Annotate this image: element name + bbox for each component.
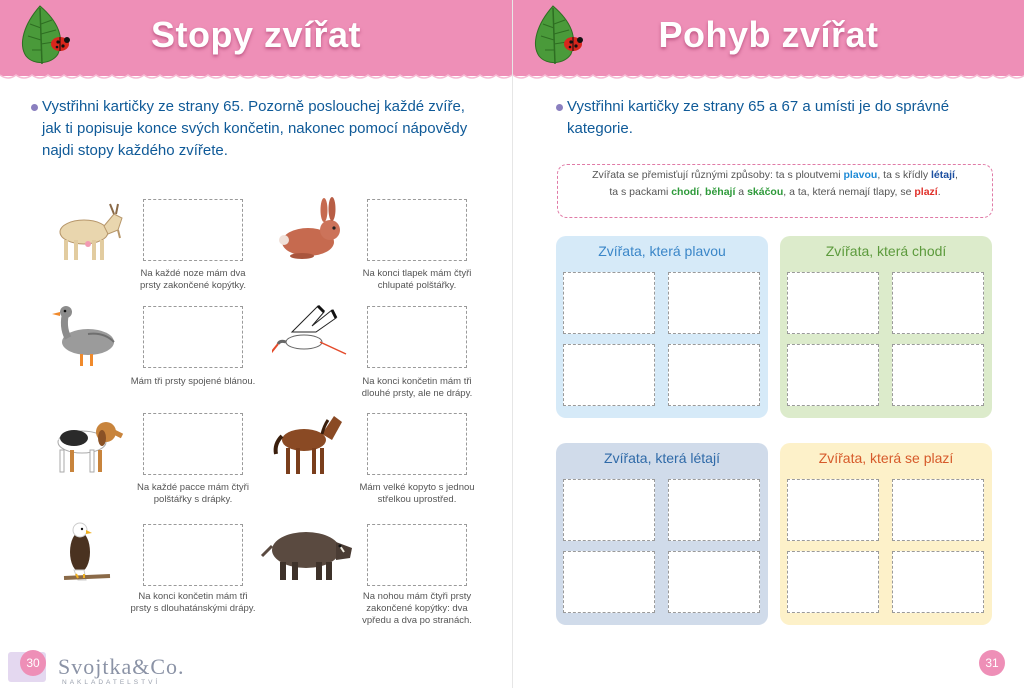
hint-line-2: ta s packami chodí, běhají a skáčou, a ta, která nemají tlapy, se plazí. [609, 186, 941, 198]
card-slot[interactable] [668, 272, 760, 334]
dog-image [44, 410, 124, 480]
card-slot[interactable] [892, 479, 984, 541]
bullet-icon [31, 104, 38, 111]
card-slot[interactable] [668, 551, 760, 613]
footprint-slot[interactable] [143, 199, 243, 261]
page-title: Stopy zvířat [150, 14, 362, 55]
instruction-label: Vystřihni kartičky ze strany 65 a 67 a umísti je do správné kategorie. [567, 98, 950, 137]
category-crawl [780, 443, 992, 625]
hint-word-letaji: létají [931, 169, 955, 181]
category-title: Zvířata, která létají [604, 450, 720, 466]
instruction-text [42, 96, 482, 162]
rabbit-image [272, 196, 352, 266]
footprint-slot[interactable] [367, 306, 467, 368]
right-page [512, 0, 1024, 688]
instruction-text [567, 96, 987, 140]
card-slot[interactable] [892, 344, 984, 406]
card-slot[interactable] [563, 479, 655, 541]
page-number: 30 [20, 650, 46, 676]
hint-line-1: Zvířata se přemisťují různými způsoby: ta s ploutvemi plavou, ta s křídly létají, [592, 169, 958, 181]
goat-image [48, 196, 128, 266]
category-title: Zvířata, která se plazí [818, 450, 954, 466]
horse-image [268, 410, 348, 480]
animal-caption: Na konci končetin mám tři prsty s dlouhatánskými drápy. [130, 591, 256, 614]
instruction-label: Vystřihni kartičky ze strany 65. Pozorně poslouchej každé zvíře, jak ti popisuje konce svých končetin, nakonec pomocí nápovědy najdi stopy každého zvířete. [42, 98, 468, 159]
hint-word-plavou: plavou [843, 169, 878, 181]
hint-word-skacou: skáčou [747, 186, 784, 198]
header-wave [0, 64, 512, 82]
category-title: Zvířata, která plavou [598, 243, 726, 259]
boar-image [256, 516, 356, 586]
publisher-subtitle: NAKLADATELSTVÍ [62, 679, 161, 686]
hint-box [557, 164, 993, 218]
category-swim [556, 236, 768, 418]
footprint-slot[interactable] [143, 524, 243, 586]
publisher-name: Svojtka&Co. [58, 654, 185, 679]
card-slot[interactable] [563, 551, 655, 613]
stork-image [272, 302, 352, 372]
card-slot[interactable] [892, 551, 984, 613]
card-slot[interactable] [668, 344, 760, 406]
goose-image [48, 302, 128, 372]
footprint-slot[interactable] [367, 413, 467, 475]
page-title: Pohyb zvířat [658, 14, 879, 55]
animal-caption: Na konci končetin mám tři dlouhé prsty, ale ne drápy. [361, 376, 473, 399]
category-fly [556, 443, 768, 625]
category-walk [780, 236, 992, 418]
hint-word-chodi: chodí [671, 186, 700, 198]
animal-caption: Mám tři prsty spojené blánou. [130, 376, 256, 387]
card-slot[interactable] [563, 272, 655, 334]
animal-caption: Na každé pacce mám čtyři polštářky s drápky. [137, 482, 249, 505]
header-wave [513, 64, 1024, 82]
card-slot[interactable] [787, 479, 879, 541]
animal-caption: Na nohou mám čtyři prsty zakončené kopýtky: dva vpředu a dva po stranách. [362, 591, 472, 626]
hint-word-behaji: běhají [705, 186, 736, 198]
category-title: Zvířata, která chodí [825, 243, 947, 259]
card-slot[interactable] [892, 272, 984, 334]
card-slot[interactable] [563, 344, 655, 406]
animal-caption: Mám velké kopyto s jednou střelkou uprostřed. [359, 482, 475, 505]
footprint-slot[interactable] [143, 306, 243, 368]
footprint-slot[interactable] [143, 413, 243, 475]
card-slot[interactable] [668, 479, 760, 541]
card-slot[interactable] [787, 551, 879, 613]
card-slot[interactable] [787, 272, 879, 334]
hint-word-plazi: plazí [914, 186, 938, 198]
card-slot[interactable] [787, 344, 879, 406]
animal-caption: Na konci tlapek mám čtyři chlupaté polštářky. [362, 268, 472, 291]
page-number: 31 [979, 650, 1005, 676]
footprint-slot[interactable] [367, 524, 467, 586]
footprint-slot[interactable] [367, 199, 467, 261]
eagle-image [44, 518, 124, 588]
animal-caption: Na každé noze mám dva prsty zakončené kopýtky. [140, 268, 246, 291]
bullet-icon [556, 104, 563, 111]
